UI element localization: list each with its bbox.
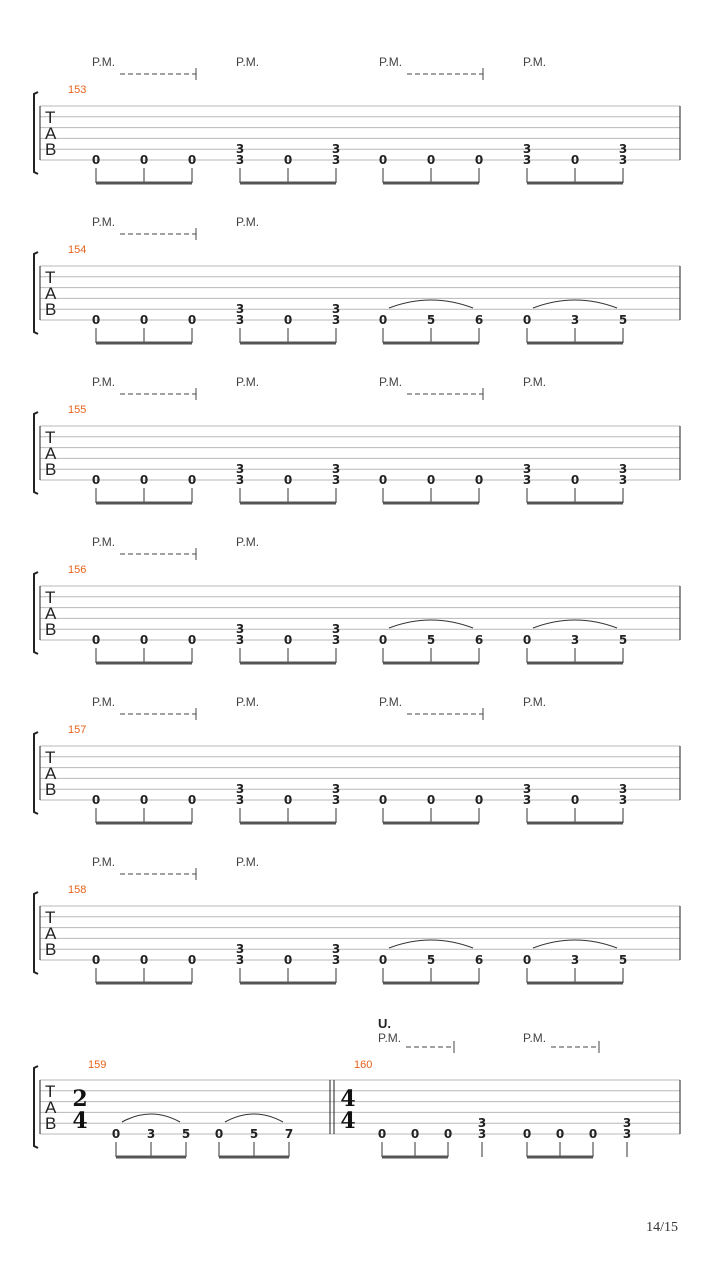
fret-number: 3 [235,942,245,957]
slur-arc [533,940,617,948]
fret-number: 5 [618,633,628,647]
fret-number: 5 [426,633,436,647]
measure-number: 154 [68,244,87,256]
time-signature-bottom: 4 [72,1108,88,1134]
fret-number: 3 [235,473,245,487]
measure-number: 155 [68,404,87,416]
tab-letter-a: A [45,284,57,303]
fret-number: 3 [331,462,341,477]
fret-number: 0 [426,153,436,167]
fret-number: 0 [377,1127,387,1141]
measure-number: 157 [68,724,87,736]
fret-number: 3 [235,953,245,967]
palm-mute-label: P.M. [236,695,260,709]
fret-number: 3 [622,1127,632,1141]
fret-number: 3 [235,302,245,317]
tab-letter-b: B [45,940,57,959]
fret-number: 0 [91,313,101,327]
fret-number: 0 [522,633,532,647]
fret-number: 0 [91,953,101,967]
palm-mute-label: P.M. [92,215,116,229]
fret-number: 0 [474,153,484,167]
tab-letter-t: T [45,748,56,767]
slur-arc [122,1114,180,1122]
fret-number: 0 [283,153,293,167]
fret-number: 0 [283,313,293,327]
tab-system-156 [34,535,680,663]
fret-number: 0 [283,953,293,967]
slur-arc [533,620,617,628]
tab-system-153 [34,55,680,183]
fret-number: 3 [235,462,245,477]
fret-number: 0 [111,1127,121,1141]
fret-number: 0 [283,473,293,487]
fret-number: 0 [378,953,388,967]
slur-arc [389,300,473,308]
tab-letter-b: B [45,1114,57,1133]
palm-mute-label: P.M. [236,55,260,69]
fret-number: 5 [618,953,628,967]
fret-number: 3 [235,622,245,637]
fret-number: 3 [331,313,341,327]
tab-system-159 [34,1016,680,1157]
fret-number: 5 [618,313,628,327]
tab-letter-a: A [45,124,57,143]
fret-number: 5 [426,953,436,967]
fret-number: 3 [618,782,628,797]
fret-number: 3 [477,1116,487,1131]
tab-letter-t: T [45,908,56,927]
fret-number: 3 [522,473,532,487]
measure-number: 159 [88,1059,107,1071]
measure-number: 158 [68,884,87,896]
fret-number: 0 [91,153,101,167]
fret-number: 3 [618,473,628,487]
fret-number: 0 [139,313,149,327]
fret-number: 0 [187,153,197,167]
fret-number: 0 [139,633,149,647]
fret-number: 3 [522,793,532,807]
fret-number: 0 [474,793,484,807]
fret-number: 0 [187,313,197,327]
tab-letter-b: B [45,620,57,639]
tab-letter-b: B [45,140,57,159]
system-bracket [34,252,38,334]
tab-letter-a: A [45,604,57,623]
palm-mute-label: P.M. [379,695,403,709]
tab-letter-a: A [45,1098,57,1117]
tab-letter-t: T [45,1082,56,1101]
fret-number: 3 [522,462,532,477]
palm-mute-label: P.M. [523,1031,547,1045]
fret-number: 0 [410,1127,420,1141]
fret-number: 3 [146,1127,156,1141]
fret-number: 0 [570,473,580,487]
fret-number: 0 [283,793,293,807]
tab-letter-b: B [45,780,57,799]
fret-number: 5 [249,1127,259,1141]
fret-number: 3 [235,782,245,797]
tab-letter-a: A [45,924,57,943]
u-label: U. [378,1016,391,1031]
fret-number: 3 [235,153,245,167]
fret-number: 3 [522,782,532,797]
tab-letter-b: B [45,460,57,479]
fret-number: 0 [378,473,388,487]
time-signature-top: 2 [72,1086,88,1112]
system-bracket [34,732,38,814]
fret-number: 0 [426,793,436,807]
palm-mute-label: P.M. [236,855,260,869]
fret-number: 0 [187,473,197,487]
fret-number: 3 [570,313,580,327]
fret-number: 3 [618,153,628,167]
fret-number: 3 [235,793,245,807]
fret-number: 0 [91,633,101,647]
fret-number: 3 [331,473,341,487]
system-bracket [34,1066,38,1148]
fret-number: 0 [522,953,532,967]
system-bracket [34,412,38,494]
tab-letter-t: T [45,588,56,607]
fret-number: 7 [284,1127,294,1141]
measure-number: 160 [354,1059,373,1071]
palm-mute-label: P.M. [379,55,403,69]
palm-mute-label: P.M. [92,855,116,869]
fret-number: 3 [622,1116,632,1131]
palm-mute-label: P.M. [378,1031,402,1045]
fret-number: 5 [426,313,436,327]
fret-number: 3 [331,622,341,637]
palm-mute-label: P.M. [236,375,260,389]
fret-number: 0 [187,793,197,807]
fret-number: 3 [522,153,532,167]
fret-number: 0 [443,1127,453,1141]
palm-mute-label: P.M. [92,55,116,69]
fret-number: 3 [618,142,628,157]
fret-number: 0 [378,633,388,647]
tab-letter-t: T [45,428,56,447]
system-bracket [34,92,38,174]
fret-number: 0 [474,473,484,487]
fret-number: 0 [588,1127,598,1141]
tab-system-157 [34,695,680,823]
fret-number: 3 [331,153,341,167]
fret-number: 3 [235,142,245,157]
fret-number: 3 [618,462,628,477]
fret-number: 0 [378,313,388,327]
fret-number: 3 [331,142,341,157]
measure-number: 153 [68,84,87,96]
fret-number: 3 [522,142,532,157]
tab-system-154 [34,215,680,343]
fret-number: 3 [331,782,341,797]
time-signature-bottom: 4 [340,1108,356,1134]
fret-number: 0 [139,473,149,487]
fret-number: 3 [235,633,245,647]
fret-number: 3 [331,302,341,317]
fret-number: 0 [570,793,580,807]
fret-number: 3 [331,942,341,957]
slur-arc [225,1114,283,1122]
fret-number: 0 [91,473,101,487]
fret-number: 0 [378,793,388,807]
fret-number: 0 [187,953,197,967]
slur-arc [389,620,473,628]
slur-arc [533,300,617,308]
fret-number: 6 [474,953,484,967]
fret-number: 3 [331,953,341,967]
fret-number: 3 [331,793,341,807]
fret-number: 0 [283,633,293,647]
fret-number: 3 [331,633,341,647]
tab-letter-t: T [45,108,56,127]
fret-number: 0 [522,1127,532,1141]
tab-letter-a: A [45,444,57,463]
fret-number: 0 [555,1127,565,1141]
fret-number: 3 [477,1127,487,1141]
palm-mute-label: P.M. [523,695,547,709]
fret-number: 0 [522,313,532,327]
fret-number: 3 [618,793,628,807]
tab-letter-b: B [45,300,57,319]
fret-number: 6 [474,313,484,327]
page-number: 14/15 [646,1220,678,1235]
system-bracket [34,892,38,974]
palm-mute-label: P.M. [523,55,547,69]
fret-number: 0 [570,153,580,167]
fret-number: 5 [181,1127,191,1141]
fret-number: 3 [570,953,580,967]
measure-number: 156 [68,564,87,576]
fret-number: 0 [139,953,149,967]
palm-mute-label: P.M. [92,375,116,389]
palm-mute-label: P.M. [236,215,260,229]
fret-number: 0 [214,1127,224,1141]
fret-number: 3 [570,633,580,647]
fret-number: 3 [235,313,245,327]
tab-letter-a: A [45,764,57,783]
fret-number: 6 [474,633,484,647]
tab-letter-t: T [45,268,56,287]
fret-number: 0 [139,153,149,167]
fret-number: 0 [378,153,388,167]
system-bracket [34,572,38,654]
palm-mute-label: P.M. [523,375,547,389]
palm-mute-label: P.M. [92,695,116,709]
fret-number: 0 [187,633,197,647]
palm-mute-label: P.M. [236,535,260,549]
fret-number: 0 [426,473,436,487]
tab-system-158 [34,855,680,983]
palm-mute-label: P.M. [92,535,116,549]
palm-mute-label: P.M. [379,375,403,389]
time-signature-top: 4 [340,1086,356,1112]
tab-system-155 [34,375,680,503]
slur-arc [389,940,473,948]
fret-number: 0 [91,793,101,807]
fret-number: 0 [139,793,149,807]
